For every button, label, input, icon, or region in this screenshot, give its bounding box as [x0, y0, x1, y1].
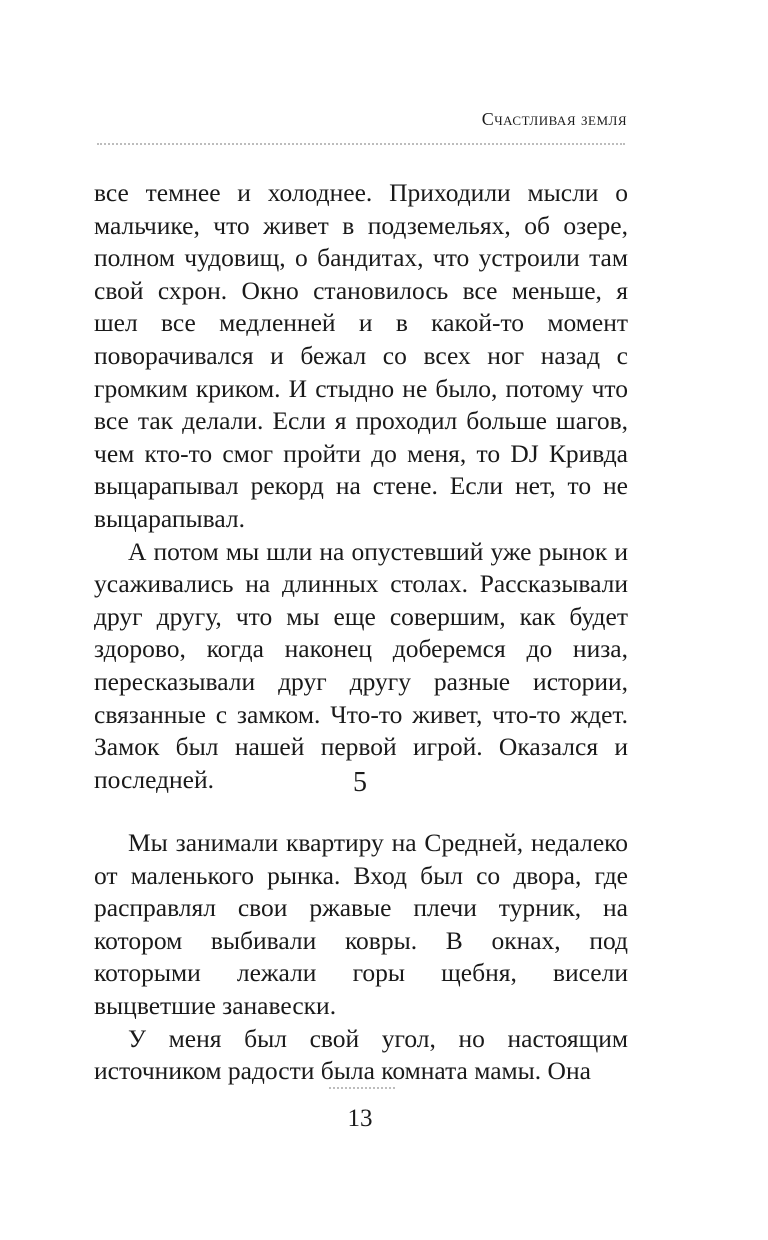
- chapter-number: 5: [353, 767, 367, 798]
- paragraph: А потом мы шли на опустевший уже рынок и усаживались на длинных столах. Рассказывали друг другу, что мы еще совершим, как будет здорово, когда наконец доберемся до низа, пересказывали друг другу разные истории, связанные с замком. Что-то живет, что-то ждет. Замок был нашей первой игрой. Оказался и последней.: [94, 536, 628, 794]
- header-dotted-rule: [97, 143, 625, 145]
- running-header: Счастливая земля: [481, 109, 627, 129]
- paragraph: все темнее и холоднее. Приходили мысли о мальчике, что живет в подземельях, об озере, полном чудовищ, о бандитах, что устроили там свой схрон. Окно становилось все меньше, я шел все медленней и в какой-то момент поворачивался и бежал со всех ног назад с громким криком. И стыдно не было, потому что все так делали. Если я проходил больше шагов, чем кто-то смог пройти до меня, то DJ Кривда выцарапывал рекорд на стене. Если нет, то не выцарапывал.: [94, 178, 628, 533]
- footer-dotted-rule: [329, 1087, 395, 1089]
- paragraph: У меня был свой угол, но настоящим источником радости была комната мамы. Она: [94, 1023, 628, 1086]
- page-number: 13: [347, 1105, 373, 1132]
- body-text: [94, 177, 628, 796]
- paragraph: Мы занимали квартиру на Средней, недалеко от маленького рынка. Вход был со двора, где расправлял свои ржавые плечи турник, на котором выбивали ковры. В окнах, под которыми лежали горы щебня, висели выцветшие занавески.: [94, 828, 628, 1020]
- chapter-text: [94, 827, 628, 1088]
